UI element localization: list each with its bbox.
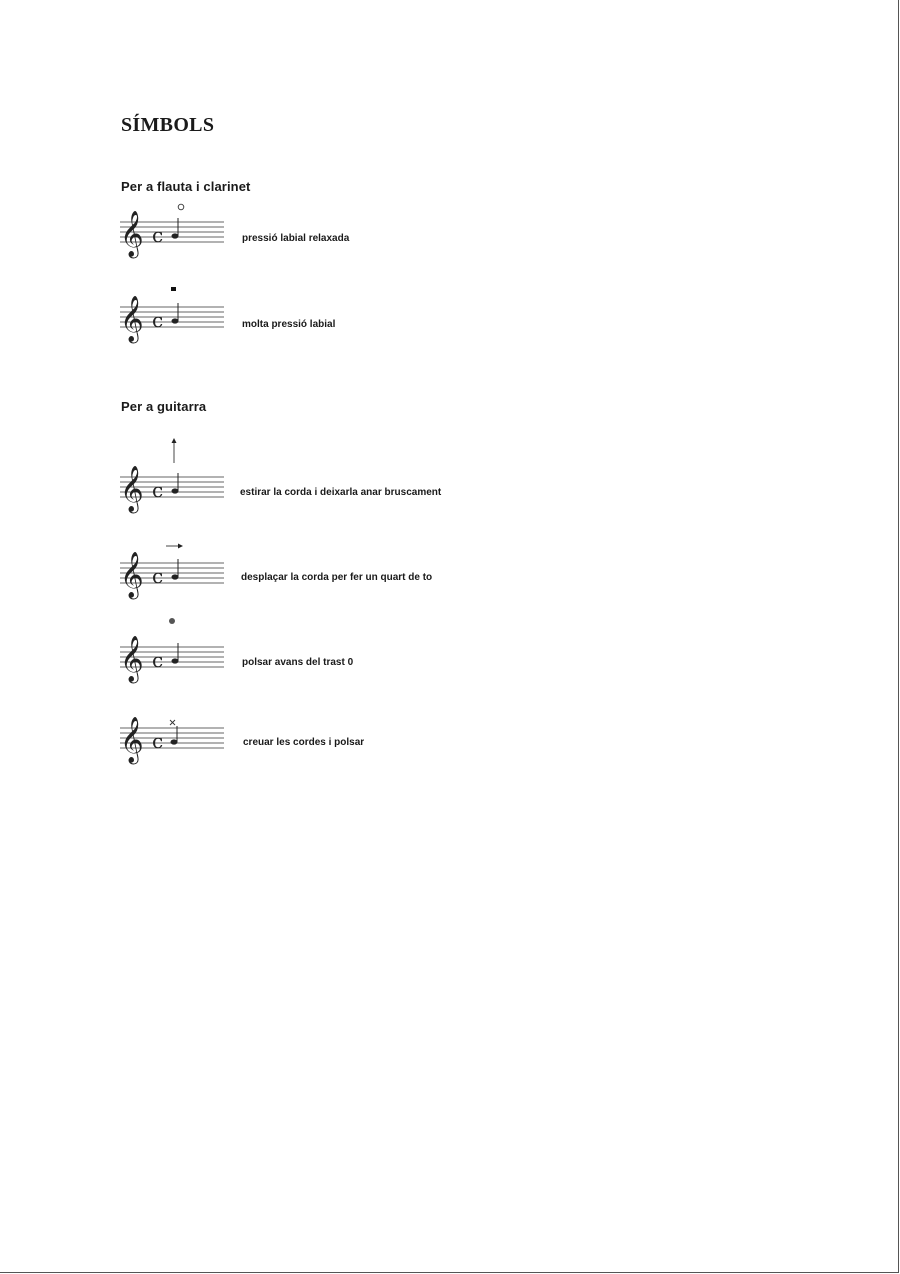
staff-circle-symbol — [118, 200, 228, 270]
symbol-label: polsar avans del trast 0 — [242, 657, 354, 668]
common-time-icon: c — [152, 729, 164, 753]
staff-cross-symbol — [118, 712, 228, 782]
treble-clef-icon: 𝄞 — [120, 296, 144, 342]
treble-clef-icon: 𝄞 — [120, 552, 144, 598]
symbol-label: estirar la corda i deixarla anar bruscament — [240, 487, 442, 498]
cross-icon — [170, 720, 175, 725]
symbol-label: molta pressió labial — [242, 319, 336, 330]
staff-square-symbol — [118, 285, 228, 355]
common-time-icon: c — [152, 648, 164, 672]
staff-arrow-right-symbol — [118, 541, 228, 611]
staff-arrow-up-symbol — [118, 437, 228, 519]
staff-dot-symbol — [118, 615, 228, 690]
treble-clef-icon: 𝄞 — [120, 211, 144, 257]
section-heading-guitar: Per a guitarra — [121, 399, 207, 414]
dot-icon — [169, 618, 175, 624]
treble-clef-icon: 𝄞 — [120, 466, 144, 512]
arrow-right-icon — [166, 544, 183, 549]
square-icon — [171, 287, 176, 291]
arrow-up-icon — [172, 438, 177, 463]
symbol-label: creuar les cordes i polsar — [243, 737, 365, 748]
symbol-label: pressió labial relaxada — [242, 233, 350, 244]
common-time-icon: c — [152, 223, 164, 247]
symbol-label: desplaçar la corda per fer un quart de to — [241, 572, 433, 583]
section-heading-flute-clarinet: Per a flauta i clarinet — [121, 179, 251, 194]
page-title: SÍMBOLS — [121, 114, 215, 136]
common-time-icon: c — [152, 478, 164, 502]
treble-clef-icon: 𝄞 — [120, 717, 144, 763]
common-time-icon: c — [152, 564, 164, 588]
treble-clef-icon: 𝄞 — [120, 636, 144, 682]
common-time-icon: c — [152, 308, 164, 332]
circle-icon — [178, 204, 184, 210]
